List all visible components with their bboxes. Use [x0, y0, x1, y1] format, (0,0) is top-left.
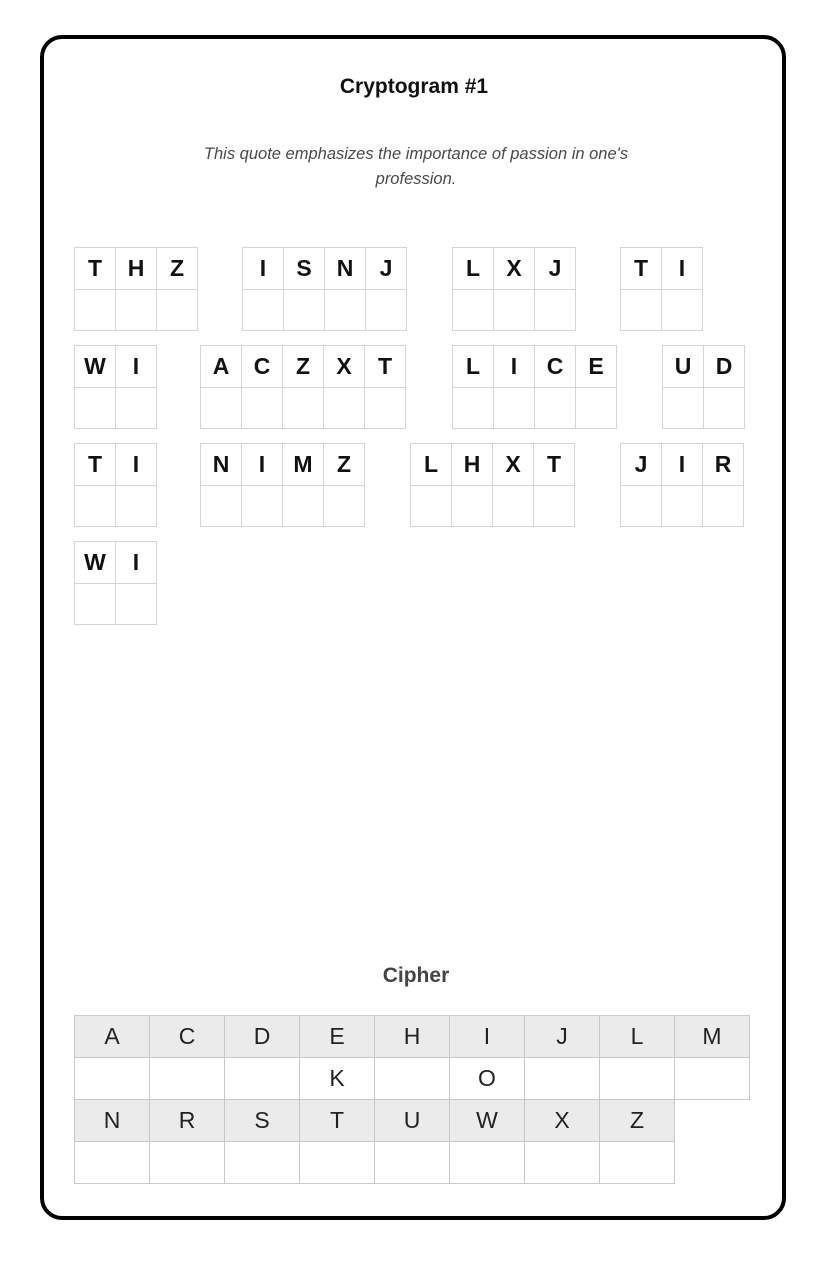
guess-input-cell[interactable]	[325, 290, 365, 331]
word-7	[452, 345, 616, 429]
cipher-letter: I	[494, 346, 534, 388]
cipher-key	[374, 1015, 450, 1100]
guess-input-cell[interactable]	[116, 290, 156, 331]
word-8	[662, 345, 744, 429]
cipher-key-plain-input[interactable]	[150, 1142, 224, 1183]
cipher-letter: T	[365, 346, 405, 388]
letter-cell	[620, 247, 662, 331]
cipher-letter: C	[242, 346, 282, 388]
cipher-key-plain-input[interactable]	[675, 1058, 749, 1099]
cipher-key-letter: J	[525, 1016, 599, 1058]
word-1	[74, 247, 197, 331]
guess-input-cell[interactable]	[453, 388, 493, 429]
letter-cell	[662, 345, 704, 429]
cipher-key-plain-input[interactable]	[225, 1058, 299, 1099]
cipher-key-letter: E	[300, 1016, 374, 1058]
letter-cell	[323, 345, 365, 429]
guess-input-cell[interactable]	[242, 388, 282, 429]
letter-cell	[200, 443, 242, 527]
letter-cell	[365, 247, 407, 331]
cipher-letter: J	[366, 248, 406, 290]
letter-cell	[620, 443, 662, 527]
cipher-key	[674, 1015, 750, 1100]
cipher-key	[524, 1015, 600, 1100]
letter-cell	[282, 345, 324, 429]
cipher-key-letter: R	[150, 1100, 224, 1142]
cipher-letter: H	[452, 444, 492, 486]
letter-cell	[492, 443, 534, 527]
cipher-letter: E	[576, 346, 616, 388]
letter-cell	[534, 247, 576, 331]
cipher-letter: L	[453, 346, 493, 388]
letter-cell	[661, 443, 703, 527]
cipher-letter: T	[75, 248, 115, 290]
cipher-key	[524, 1099, 600, 1184]
cipher-key	[374, 1099, 450, 1184]
guess-input-cell[interactable]	[535, 388, 575, 429]
letter-cell	[493, 345, 535, 429]
cipher-key-plain-input[interactable]: O	[478, 1065, 496, 1091]
guess-input-cell[interactable]	[243, 290, 283, 331]
letter-cell	[364, 345, 406, 429]
puzzle-title: Cryptogram #1	[339, 75, 489, 98]
word-9	[74, 443, 156, 527]
cipher-letter: I	[116, 444, 156, 486]
cipher-key-plain-input[interactable]	[75, 1142, 149, 1183]
word-5	[74, 345, 156, 429]
cipher-key-plain-input[interactable]	[600, 1058, 674, 1099]
guess-input-cell[interactable]	[365, 388, 405, 429]
letter-cell	[452, 247, 494, 331]
cipher-key-plain-input[interactable]	[525, 1142, 599, 1183]
guess-input-cell[interactable]	[494, 388, 534, 429]
cipher-letter: J	[621, 444, 661, 486]
cipher-key	[224, 1015, 300, 1100]
cipher-letter: N	[325, 248, 365, 290]
cipher-letter: N	[201, 444, 241, 486]
letter-cell	[241, 345, 283, 429]
guess-input-cell[interactable]	[534, 486, 574, 527]
cipher-title: Cipher	[382, 964, 450, 987]
cipher-letter: M	[283, 444, 323, 486]
cipher-key-plain-input[interactable]	[300, 1142, 374, 1183]
cipher-letter: D	[704, 346, 744, 388]
guess-input-cell[interactable]	[283, 486, 323, 527]
letter-cell	[242, 247, 284, 331]
cipher-letter: T	[534, 444, 574, 486]
letter-cell	[156, 247, 198, 331]
guess-input-cell[interactable]	[621, 486, 661, 527]
cipher-key-letter: T	[300, 1100, 374, 1142]
cipher-key-plain-input[interactable]: K	[329, 1065, 345, 1091]
cipher-key-letter: S	[225, 1100, 299, 1142]
letter-cell	[115, 443, 157, 527]
cipher-letter: T	[621, 248, 661, 290]
cipher-letter: I	[116, 346, 156, 388]
cipher-letter: X	[493, 444, 533, 486]
guess-input-cell[interactable]	[201, 388, 241, 429]
cipher-letter: Z	[283, 346, 323, 388]
letter-cell	[534, 345, 576, 429]
guess-input-cell[interactable]	[662, 486, 702, 527]
letter-cell	[410, 443, 452, 527]
guess-input-cell[interactable]	[704, 388, 744, 429]
letter-cell	[702, 443, 744, 527]
cipher-key	[449, 1015, 525, 1100]
guess-input-cell[interactable]	[324, 388, 364, 429]
letter-cell	[452, 345, 494, 429]
cipher-letter: W	[75, 346, 115, 388]
cipher-key-letter: C	[150, 1016, 224, 1058]
cipher-key-letter: H	[375, 1016, 449, 1058]
cipher-key-letter: U	[375, 1100, 449, 1142]
cipher-key	[299, 1015, 375, 1100]
guess-input-cell[interactable]	[157, 290, 197, 331]
cipher-letter: J	[535, 248, 575, 290]
cipher-key-letter: A	[75, 1016, 149, 1058]
letter-cell	[241, 443, 283, 527]
letter-cell	[115, 541, 157, 625]
cipher-letter: R	[703, 444, 743, 486]
cipher-letter: Z	[157, 248, 197, 290]
cipher-key	[224, 1099, 300, 1184]
word-11	[410, 443, 574, 527]
cipher-letter: I	[662, 444, 702, 486]
guess-input-cell[interactable]	[576, 388, 616, 429]
cipher-key-row-1	[74, 1015, 749, 1100]
guess-input-cell[interactable]	[116, 486, 156, 527]
cipher-key-letter: M	[675, 1016, 749, 1058]
cipher-key-plain-input[interactable]	[225, 1142, 299, 1183]
cipher-key	[599, 1015, 675, 1100]
cipher-letter: I	[242, 444, 282, 486]
cipher-letter: Z	[324, 444, 364, 486]
guess-input-cell[interactable]	[493, 486, 533, 527]
guess-input-cell[interactable]	[453, 290, 493, 331]
letter-cell	[283, 247, 325, 331]
letter-cell	[74, 247, 116, 331]
cipher-key	[449, 1099, 525, 1184]
guess-input-cell[interactable]	[75, 290, 115, 331]
cipher-key-letter: D	[225, 1016, 299, 1058]
letter-cell	[493, 247, 535, 331]
guess-input-cell[interactable]	[621, 290, 661, 331]
guess-input-cell[interactable]	[411, 486, 451, 527]
guess-input-cell[interactable]	[75, 486, 115, 527]
word-3	[452, 247, 575, 331]
cipher-key	[599, 1099, 675, 1184]
cipher-letter: I	[243, 248, 283, 290]
cipher-key-plain-input[interactable]	[525, 1058, 599, 1099]
cipher-key-plain-input[interactable]	[375, 1142, 449, 1183]
word-10	[200, 443, 364, 527]
cipher-letter: H	[116, 248, 156, 290]
cipher-letter: A	[201, 346, 241, 388]
cipher-letter: S	[284, 248, 324, 290]
letter-cell	[74, 345, 116, 429]
cipher-key	[149, 1099, 225, 1184]
guess-input-cell[interactable]	[366, 290, 406, 331]
guess-input-cell[interactable]	[201, 486, 241, 527]
cipher-key-plain-input[interactable]	[375, 1058, 449, 1099]
guess-input-cell[interactable]	[324, 486, 364, 527]
cipher-letter: T	[75, 444, 115, 486]
letter-cell	[533, 443, 575, 527]
word-6	[200, 345, 405, 429]
cipher-key-letter: X	[525, 1100, 599, 1142]
cipher-key-plain-input[interactable]	[450, 1142, 524, 1183]
guess-input-cell[interactable]	[75, 584, 115, 625]
cipher-key-letter: Z	[600, 1100, 674, 1142]
cipher-letter: L	[453, 248, 493, 290]
letter-cell	[115, 345, 157, 429]
cipher-key-letter: W	[450, 1100, 524, 1142]
cipher-letter: U	[663, 346, 703, 388]
guess-input-cell[interactable]	[116, 584, 156, 625]
cipher-letter: I	[116, 542, 156, 584]
cipher-letter: L	[411, 444, 451, 486]
letter-cell	[451, 443, 493, 527]
cipher-key-plain-input[interactable]	[600, 1142, 674, 1183]
word-2	[242, 247, 406, 331]
letter-cell	[200, 345, 242, 429]
letter-cell	[575, 345, 617, 429]
cipher-letter: X	[494, 248, 534, 290]
guess-input-cell[interactable]	[535, 290, 575, 331]
guess-input-cell[interactable]	[703, 486, 743, 527]
cipher-key	[299, 1099, 375, 1184]
cipher-key-plain-input[interactable]	[75, 1058, 149, 1099]
letter-cell	[661, 247, 703, 331]
cipher-letter: I	[662, 248, 702, 290]
guess-input-cell[interactable]	[284, 290, 324, 331]
cipher-letter: X	[324, 346, 364, 388]
word-4	[620, 247, 702, 331]
cipher-key-plain-input[interactable]	[150, 1058, 224, 1099]
letter-cell	[282, 443, 324, 527]
letter-cell	[323, 443, 365, 527]
letter-cell	[115, 247, 157, 331]
word-13	[74, 541, 156, 625]
cipher-key-row-2	[74, 1099, 674, 1184]
guess-input-cell[interactable]	[75, 388, 115, 429]
cipher-key	[74, 1015, 150, 1100]
guess-input-cell[interactable]	[494, 290, 534, 331]
guess-input-cell[interactable]	[242, 486, 282, 527]
cipher-key	[149, 1015, 225, 1100]
word-12	[620, 443, 743, 527]
letter-cell	[74, 541, 116, 625]
puzzle-hint: This quote emphasizes the importance of passion in one's profession.	[203, 145, 629, 188]
letter-cell	[74, 443, 116, 527]
cipher-letter: C	[535, 346, 575, 388]
cipher-key-letter: L	[600, 1016, 674, 1058]
cipher-key-letter: N	[75, 1100, 149, 1142]
guess-input-cell[interactable]	[283, 388, 323, 429]
letter-cell	[703, 345, 745, 429]
guess-input-cell[interactable]	[663, 388, 703, 429]
guess-input-cell[interactable]	[116, 388, 156, 429]
cipher-letter: W	[75, 542, 115, 584]
letter-cell	[324, 247, 366, 331]
cipher-key-letter: I	[450, 1016, 524, 1058]
guess-input-cell[interactable]	[452, 486, 492, 527]
guess-input-cell[interactable]	[662, 290, 702, 331]
cipher-key	[74, 1099, 150, 1184]
